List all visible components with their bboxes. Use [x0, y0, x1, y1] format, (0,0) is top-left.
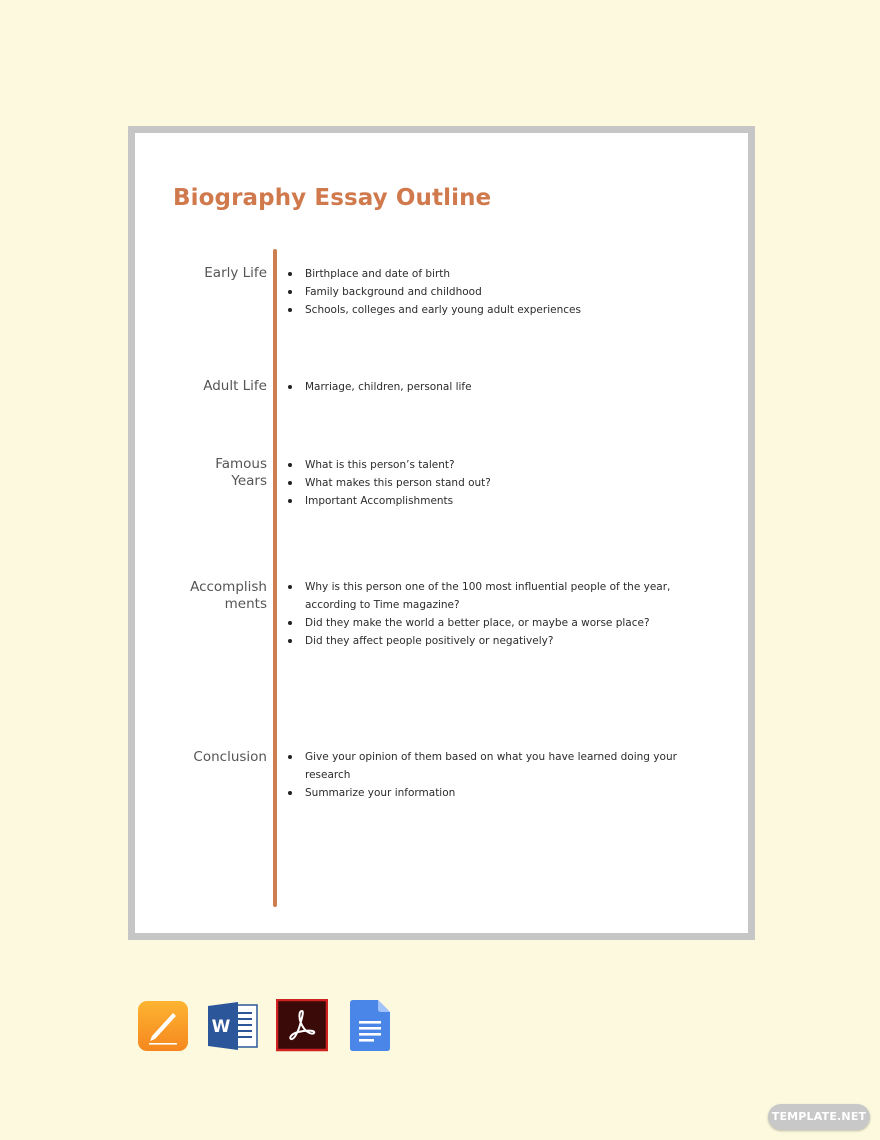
bullet-item: Family background and childhood — [287, 283, 687, 301]
bullet-item: Birthplace and date of birth — [287, 265, 687, 283]
google-docs-icon[interactable] — [348, 999, 392, 1053]
bullet-list — [287, 378, 687, 396]
section-label: Adult Life — [203, 378, 267, 394]
bullet-item: Why is this person one of the 100 most influential people of the year, according to Time magazine? — [287, 578, 687, 614]
acrobat-icon[interactable] — [276, 999, 328, 1053]
bullet-list — [287, 578, 687, 650]
document-frame — [128, 126, 755, 940]
timeline-line — [273, 249, 277, 907]
section-label: Early Life — [204, 265, 267, 281]
bullet-item: Give your opinion of them based on what you have learned doing your research — [287, 748, 687, 784]
bullet-item: What makes this person stand out? — [287, 474, 687, 492]
section-label: Famous Years — [215, 456, 267, 489]
pages-icon[interactable] — [137, 999, 189, 1053]
bullet-item: Did they affect people positively or negatively? — [287, 632, 687, 650]
word-icon[interactable] — [207, 999, 259, 1053]
document-title: Biography Essay Outline — [173, 185, 492, 211]
section-label: Accomplish ments — [190, 579, 267, 612]
bullet-item: Did they make the world a better place, or maybe a worse place? — [287, 614, 687, 632]
bullet-item: Important Accomplishments — [287, 492, 687, 510]
bullet-list — [287, 748, 687, 802]
template-watermark: TEMPLATE.NET — [768, 1104, 870, 1130]
bullet-item: What is this person’s talent? — [287, 456, 687, 474]
app-icon-row — [137, 999, 397, 1055]
section-label: Conclusion — [193, 749, 267, 765]
bullet-list — [287, 265, 687, 319]
document-page — [135, 133, 748, 933]
bullet-list — [287, 456, 687, 510]
bullet-item: Summarize your information — [287, 784, 687, 802]
bullet-item: Schools, colleges and early young adult experiences — [287, 301, 687, 319]
word-glyph: W — [211, 1017, 231, 1037]
bullet-item: Marriage, children, personal life — [287, 378, 687, 396]
